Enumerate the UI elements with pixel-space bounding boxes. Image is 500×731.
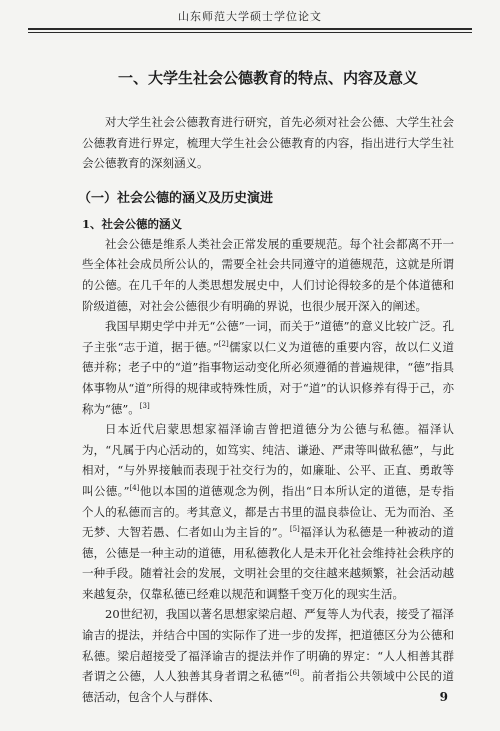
paragraph-3 — [82, 419, 454, 604]
running-header: 山东师范大学硕士学位论文 — [28, 6, 472, 30]
paragraph-3-text-b: 他以本国的道德观念为例，指出“日本所认定的道德，是专指个人的私德而言的。考其意义，都是古书里的温良恭俭让、无为而治、圣无梦、大智若愚、仁者如山为主旨的”。 — [82, 483, 454, 540]
page-body — [78, 66, 454, 707]
subsubsection-title: 1、社会公德的涵义 — [82, 216, 183, 231]
citation-ref: [2] — [218, 339, 229, 348]
citation-ref: [4] — [129, 484, 140, 493]
subsection-title: （一）社会公德的涵义及历史演进 — [78, 190, 274, 206]
paragraph-4 — [82, 604, 454, 707]
paragraph-2-text-a: 我国早期史学中并无“公德”一词，而关于”道德”的意义比较广泛。孔子主张“志于道，据于德。” — [82, 319, 454, 354]
intro-paragraph: 对大学生社会公德教育进行研究，首先必须对社会公德、大学生社会公德教育进行界定，梳理大学生社会公德教育的内容，指出进行大学生社会公德教育的深刻涵义。 — [82, 115, 454, 171]
citation-ref: [5] — [289, 525, 300, 534]
section-title: 一、大学生社会公德教育的特点、内容及意义 — [117, 69, 418, 87]
paragraph-3-text-c: 福泽认为私德是一种被动的道德，公德是一种主动的道德，用私德教化人是未开化社会维持社会秩序的一种手段。随着社会的发展，文明社会里的交往越来越频繁，社会活动越来越复杂，仅靠私德已经难以规范和调整千变万化的现实生活。 — [82, 525, 454, 601]
citation-ref: [6] — [289, 669, 300, 678]
page-number: 9 — [439, 690, 448, 704]
paragraph-2-text-b: 儒家以仁义为道德的重要内容，故以仁义道德并称；老子中的“道”指事物运动变化所必须遵循的普遍规律，“德”指具体事物从“道”所得的规律或特殊性质，对于“道”的认识修养有得于己，亦称为“德”。 — [82, 339, 454, 416]
paragraph-3-text-a: 日本近代启蒙思想家福泽谕吉曾把道德分为公德与私德。福泽认为，“凡属于内心活动的，如笃实、纯洁、谦逊、严肃等叫做私德”，与此相对，“与外界接触而表现于社交行为的，如廉耻、公平、正直、勇敢等叫公德。” — [82, 422, 454, 498]
citation-ref: [3] — [139, 401, 150, 410]
paragraph-4-text-b: 。前者指公共领域中公民的道德活动，包含个人与群体、 — [82, 669, 454, 704]
paragraph-4-text-a: 20世纪初，我国以著名思想家梁启超、严复等人为代表，接受了福泽谕吉的提法，并结合中国的实际作了进一步的发挥，把道德区分为公德和私德。梁启超接受了福泽谕吉的提法并作了明确的界定：“人人相善其群者谓之公德，人人独善其身者谓之私德” — [82, 607, 454, 684]
paragraph-1: 社会公德是维系人类社会正常发展的重要规范。每个社会都离不开一些全体社会成员所公认的，需要全社会共同遵守的道德规范，这就是所谓的公德。在几千年的人类思想发展史中，人们讨论得较多的是个体道德和阶级道德，对社会公德很少有明确的界说，也很少展开深入的阐述。 — [82, 236, 454, 313]
paragraph-2 — [82, 316, 454, 419]
